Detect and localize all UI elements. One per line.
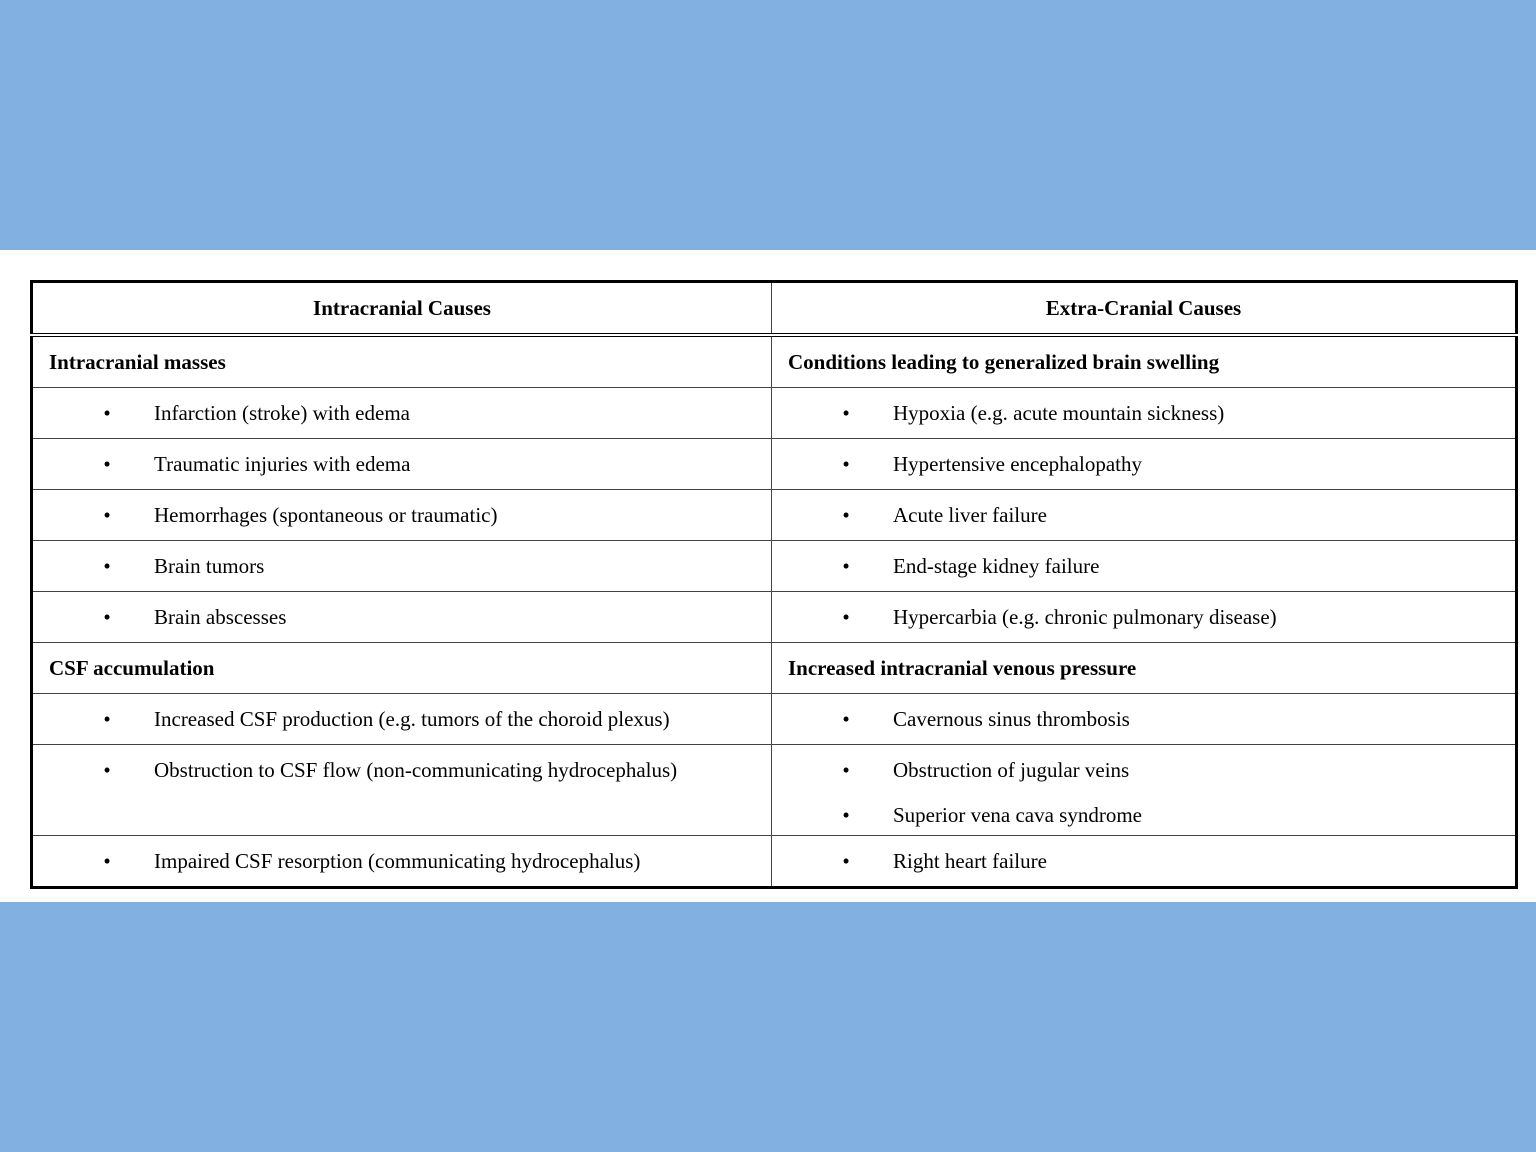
bullet-icon: • [842,605,850,629]
table-row [32,836,1517,888]
bullet-icon: • [103,605,111,629]
cell-extracranial [772,745,1517,836]
bullet-text: Hemorrhages (spontaneous or traumatic) [154,503,498,527]
bottom-blue-band [0,902,1536,1152]
bullet-item [772,546,1515,586]
table-row [32,541,1517,592]
bullet-text: Obstruction to CSF flow (non-communicating hydrocephalus) [154,758,678,782]
cell-intracranial [32,836,772,888]
table-header-row [32,282,1517,336]
header-intracranial: Intracranial Causes [32,282,772,336]
table-row [32,439,1517,490]
cell-extracranial [772,541,1517,592]
cell-intracranial [32,388,772,439]
group-title-intracranial: CSF accumulation [32,643,772,694]
bullet-text: Brain tumors [154,554,265,578]
bullet-icon: • [842,849,850,873]
table-row [32,592,1517,643]
top-blue-band [0,0,1536,250]
cell-intracranial [32,439,772,490]
bullet-item [772,495,1515,535]
bullet-text: Hypoxia (e.g. acute mountain sickness) [893,401,1225,425]
bullet-text: Hypertensive encephalopathy [893,452,1142,476]
table-row [32,694,1517,745]
bullet-item [33,393,771,433]
bullet-item [772,841,1515,881]
bullet-icon: • [842,758,850,782]
bullet-item [772,699,1515,739]
cell-intracranial [32,694,772,745]
bullet-text: Brain abscesses [154,605,287,629]
bullet-icon: • [103,554,111,578]
bullet-icon: • [103,452,111,476]
cell-intracranial [32,541,772,592]
bullet-icon: • [842,803,850,827]
cell-intracranial [32,745,772,836]
bullet-item [772,597,1515,637]
bullet-icon: • [103,758,111,782]
bullet-text: Superior vena cava syndrome [893,803,1142,827]
bullet-item [33,750,771,790]
group-title-intracranial: Intracranial masses [32,335,772,388]
bullet-item [33,546,771,586]
cell-extracranial [772,694,1517,745]
bullet-icon: • [103,401,111,425]
bullet-text: Right heart failure [893,849,1047,873]
bullet-icon: • [842,707,850,731]
group-row [32,643,1517,694]
bullet-text: End-stage kidney failure [893,554,1100,578]
cell-extracranial [772,439,1517,490]
cell-intracranial [32,592,772,643]
cell-extracranial [772,592,1517,643]
group-title-extracranial: Conditions leading to generalized brain swelling [772,335,1517,388]
bullet-item [33,495,771,535]
bullet-item [33,597,771,637]
bullet-item [772,393,1515,433]
bullet-text: Increased CSF production (e.g. tumors of the choroid plexus) [154,707,670,731]
table-row [32,388,1517,439]
bullet-icon: • [103,503,111,527]
bullet-text: Hypercarbia (e.g. chronic pulmonary disease) [893,605,1277,629]
slide-content [0,250,1536,902]
bullet-icon: • [103,849,111,873]
bullet-text: Impaired CSF resorption (communicating hydrocephalus) [154,849,641,873]
cell-extracranial [772,836,1517,888]
bullet-icon: • [842,554,850,578]
bullet-item [33,841,771,881]
bullet-text: Traumatic injuries with edema [154,452,411,476]
bullet-item [772,750,1515,790]
bullet-text: Infarction (stroke) with edema [154,401,410,425]
group-title-extracranial: Increased intracranial venous pressure [772,643,1517,694]
causes-body [32,335,1517,888]
bullet-icon: • [842,452,850,476]
bullet-item [33,444,771,484]
bullet-text: Cavernous sinus thrombosis [893,707,1130,731]
bullet-item [772,444,1515,484]
table-row [32,745,1517,836]
bullet-item [33,699,771,739]
bullet-icon: • [842,503,850,527]
cell-extracranial [772,388,1517,439]
table-row [32,490,1517,541]
bullet-text: Acute liver failure [893,503,1047,527]
causes-table [30,280,1518,889]
cell-intracranial [32,490,772,541]
group-row [32,335,1517,388]
header-extracranial: Extra-Cranial Causes [772,282,1517,336]
bullet-icon: • [103,707,111,731]
bullet-icon: • [842,401,850,425]
bullet-item [772,795,1515,835]
cell-extracranial [772,490,1517,541]
bullet-text: Obstruction of jugular veins [893,758,1130,782]
